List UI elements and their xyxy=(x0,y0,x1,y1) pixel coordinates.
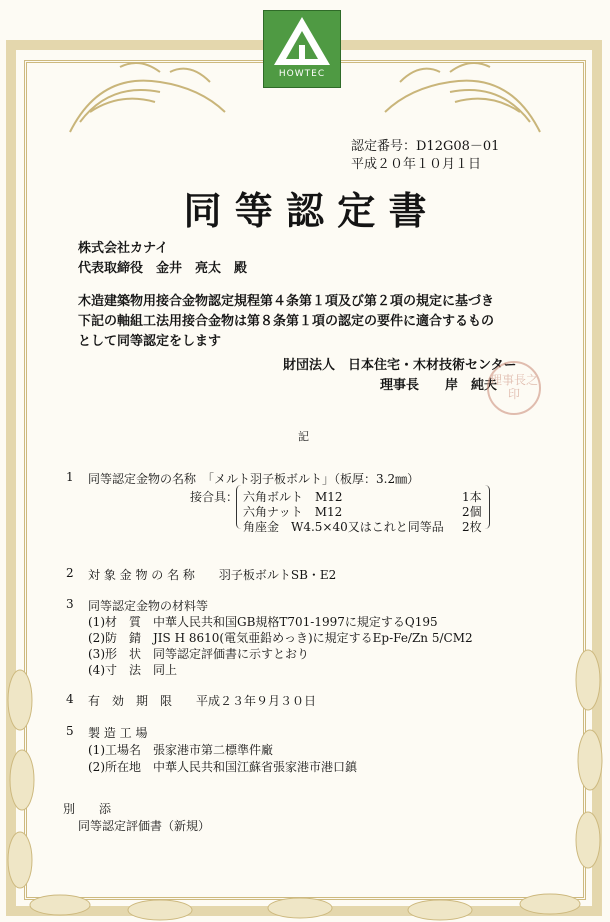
factory-line: (1)工場名 張家港市第二標準件廠 xyxy=(88,743,273,757)
attachment-label: 別 添 xyxy=(63,802,112,816)
part-name: 六角ナット M12 xyxy=(243,505,343,519)
phoenix-ornament-right xyxy=(380,52,550,142)
certificate-number: 認定番号：D12G08－01 xyxy=(351,139,500,154)
item-3-number: 3 xyxy=(66,597,74,611)
material-line: (3)形 状 同等認定評価書に示すとおり xyxy=(88,647,309,661)
certificate-title: 同 等 認 定 書 xyxy=(183,188,427,233)
item-5-title: 製 造 工 場 xyxy=(88,726,148,740)
recipient-company: 株式会社カナイ xyxy=(78,241,169,256)
leaf-ornament xyxy=(0,640,610,922)
official-seal: 理事長之印 xyxy=(487,361,541,415)
material-line: (1)材 質 中華人民共和国GB規格T701-1997に規定するQ195 xyxy=(88,615,438,629)
part-qty: 2個 xyxy=(462,505,482,519)
item-4-text: 有 効 期 限 平成２３年９月３０日 xyxy=(88,694,317,708)
item-1-text: 同等認定金物の名称 「メルト羽子板ボルト」（板厚：3.2㎜） xyxy=(88,472,420,486)
factory-line: (2)所在地 中華人民共和国江蘇省張家港市港口鎮 xyxy=(88,760,357,774)
item-2-number: 2 xyxy=(66,566,74,580)
body-line-2: 下記の軸組工法用接合金物は第８条第１項の認定の要件に適合するもの xyxy=(78,314,495,329)
attachment-content: 同等認定評価書（新規） xyxy=(78,819,211,833)
material-line: (2)防 錆 JIS H 8610(電気亜鉛めっき)に規定するEp-Fe/Zn 5/CM2 xyxy=(88,631,473,645)
part-name: 六角ボルト M12 xyxy=(243,490,343,504)
recipient-representative: 代表取締役 金井 亮太 殿 xyxy=(78,261,248,276)
part-name: 角座金 W4.5×40又はこれと同等品 xyxy=(243,520,444,534)
issuer-director: 理事長 岸 純夫 xyxy=(380,378,498,393)
item-2-text: 対 象 金 物 の 名 称 羽子板ボルトSB・E2 xyxy=(88,568,337,582)
logo-text: HOWTEC xyxy=(278,69,326,79)
item-1-number: 1 xyxy=(66,470,74,484)
part-qty: 2枚 xyxy=(462,520,482,534)
material-line: (4)寸 法 同上 xyxy=(88,663,177,677)
joint-label: 接合具： xyxy=(190,490,239,504)
item-3-title: 同等認定金物の材料等 xyxy=(88,599,209,613)
item-5-number: 5 xyxy=(66,724,74,738)
part-qty: 1本 xyxy=(462,490,482,504)
body-line-3: として同等認定をします xyxy=(78,334,222,349)
item-4-number: 4 xyxy=(66,692,74,706)
body-line-1: 木造建築物用接合金物認定規程第４条第１項及び第２項の規定に基づき xyxy=(78,294,495,309)
house-tree-icon xyxy=(272,15,332,67)
howtec-logo xyxy=(263,10,341,88)
certificate-date: 平成２０年１０月１日 xyxy=(351,157,482,172)
ki-heading: 記 xyxy=(298,430,309,443)
phoenix-ornament-left xyxy=(60,52,230,142)
issuer-org: 財団法人 日本住宅・木材技術センター xyxy=(283,358,517,373)
